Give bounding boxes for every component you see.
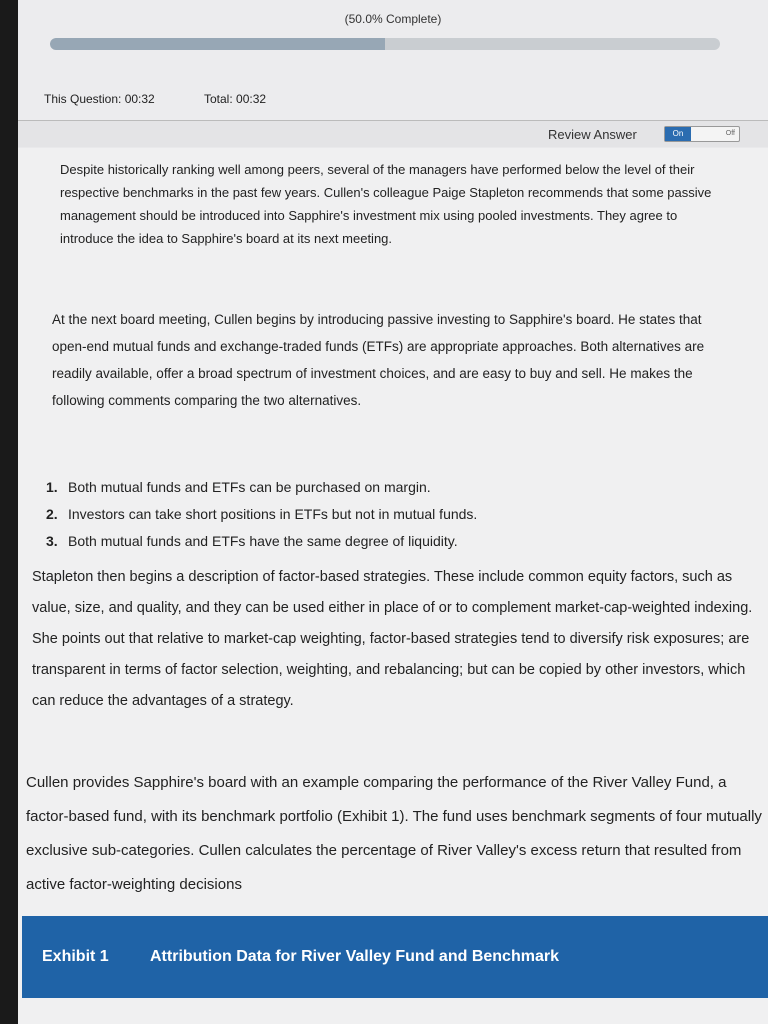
progress-bar-fill [50,38,385,50]
paragraph-3: Stapleton then begins a description of factor-based strategies. These include common equity factors, such as value, size, and quality, and they can be used either in place of or to complement market-cap-weighted indexing. She points out that relative to market-cap weighting, factor-based strategies tend to diversify risk exposures; are transparent in terms of factor selection, weighting, and rebalancing; but can be copied by other investors, which can reduce the advantages of a strategy. [32,569,753,709]
paragraph-2: At the next board meeting, Cullen begins by introducing passive investing to Sapphire's board. He states that open-end mutual funds and exchange-traded funds (ETFs) are appropriate approaches. Both alternatives are readily available, offer a broad spectrum of investment choices, and are easy to buy and sell. He makes the following comments comparing the two alternatives. [52,312,705,408]
header-area [18,0,768,122]
list-item-text: Both mutual funds and ETFs can be purchased on margin. [68,479,431,495]
review-answer-toggle[interactable] [664,126,740,142]
exhibit-title: Attribution Data for River Valley Fund and Benchmark [150,948,559,965]
paragraph-1: Despite historically ranking well among peers, several of the managers have performed below the level of their respective benchmarks in the past few years. Cullen's colleague Paige Stapleton recommends that some passive management should be introduced into Sapphire's investment mix using pooled investments. They agree to introduce the idea to Sapphire's board at its next meeting. [60,162,712,246]
list-item-text: Both mutual funds and ETFs have the same degree of liquidity. [68,533,458,549]
list-item [46,474,726,501]
progress-bar [50,38,720,50]
question-content [18,148,768,1024]
toggle-on-option[interactable]: On [665,127,691,141]
list-item-text: Investors can take short positions in ETFs but not in mutual funds. [68,506,478,522]
list-item-number: 2. [46,506,58,522]
exam-screen [18,0,768,1024]
progress-label: (50.0% Complete) [344,12,442,26]
paragraph-4: Cullen provides Sapphire's board with an example comparing the performance of the River Valley Fund, a factor-based fund, with its benchmark portfolio (Exhibit 1). The fund uses benchmark segments of four mutually exclusive sub-categories. Cullen calculates the percentage of River Valley's excess return that resulted from active factor-weighting decisions [26,774,762,893]
exhibit-header [22,916,768,998]
list-item-number: 1. [46,479,58,495]
comments-list [46,474,726,555]
review-answer-label: Review Answer [548,127,637,142]
exhibit-number: Exhibit 1 [42,948,109,965]
question-timer: This Question: 00:32 [44,92,155,106]
toggle-off-option[interactable]: Off [725,130,735,137]
review-answer-bar [18,121,768,147]
list-item-number: 3. [46,533,58,549]
total-timer: Total: 00:32 [204,92,267,106]
list-item [46,501,726,528]
list-item [46,528,726,555]
